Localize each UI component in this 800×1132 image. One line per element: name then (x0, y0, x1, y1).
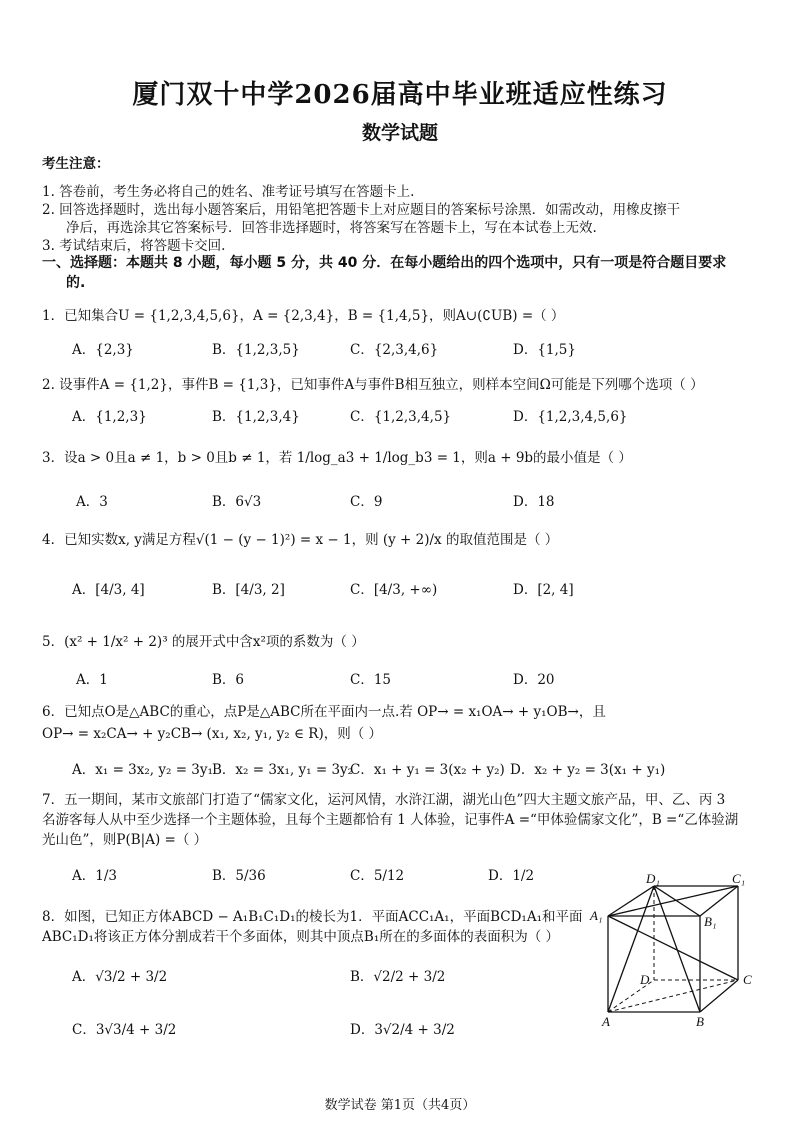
question-1-stem: 1．已知集合U = {1,2,3,4,5,6}，A = {2,3,4}，B = {1,4,5}，则A∪(∁UB) =（ ） (42, 308, 565, 324)
section-heading-cont: 的. (66, 275, 86, 291)
q3-option-b: B．6√3 (212, 494, 262, 510)
q4-option-d: D．[2, 4] (513, 582, 574, 598)
cube-label-b: B (696, 1014, 704, 1029)
q3-option-c: C．9 (350, 494, 383, 510)
q4-option-b: B．[4/3, 2] (212, 582, 285, 598)
q5-option-d: D．20 (513, 672, 555, 688)
cube-label-a: A (602, 1014, 610, 1029)
notice-item-1: 1. 答卷前，考生务必将自己的姓名、准考证号填写在答题卡上. (42, 184, 415, 200)
q5-option-b: B．6 (212, 672, 245, 688)
q2-option-b: B．{1,2,3,4} (212, 409, 300, 425)
question-6-stem-cont: OP→ = x₂CA→ + y₂CB→ (x₁, x₂, y₁, y₂ ∈ R)，则（ ） (42, 726, 382, 742)
q7-option-b: B．5/36 (212, 868, 266, 884)
q1-option-c: C．{2,3,4,6} (350, 342, 439, 358)
cube-label-b1: B₁ (704, 914, 717, 929)
cube-label-a1: A₁ (590, 908, 603, 923)
q8-option-a: A．√3/2 + 3/2 (72, 969, 168, 985)
q7-option-a: A．1/3 (72, 868, 117, 884)
q2-option-d: D．{1,2,3,4,5,6} (513, 409, 628, 425)
question-7-stem: 7．五一期间，某市文旅部门打造了“儒家文化，运河风情，水浒江湖，湖光山色”四大主题文旅产品，甲、乙、丙 3 (42, 792, 726, 808)
q1-option-a: A．{2,3} (72, 342, 134, 358)
q1-option-d: D．{1,5} (513, 342, 576, 358)
cube-label-d: D (640, 972, 650, 987)
q8-option-b: B．√2/2 + 3/2 (350, 969, 446, 985)
q4-option-a: A．[4/3, 4] (72, 582, 145, 598)
question-2-stem: 2. 设事件A = {1,2}，事件B = {1,3}，已知事件A与事件B相互独立，则样本空间Ω可能是下列哪个选项（ ） (42, 377, 704, 393)
section-heading: 一、选择题：本题共 8 小题，每小题 5 分，共 40 分．在每小题给出的四个选项中，只有一项是符合题目要求 (42, 255, 727, 271)
q7-option-d: D．1/2 (488, 868, 535, 884)
cube-label-c: C (743, 972, 752, 987)
q4-option-c: C．[4/3, +∞) (350, 582, 438, 598)
q8-option-c: C．3√3/4 + 3/2 (72, 1022, 177, 1038)
question-3-stem: 3．设a > 0且a ≠ 1，b > 0且b ≠ 1，若 1/log_a3 + 1/log_b3 = 1，则a + 9b的最小值是（ ） (42, 450, 632, 466)
q5-option-a: A．1 (76, 672, 108, 688)
notice-item-2-cont: 净后，再选涂其它答案标号．回答非选择题时，将答案写在答题卡上，写在本试卷上无效. (66, 220, 597, 236)
q2-option-a: A．{1,2,3} (72, 409, 147, 425)
cube-label-d1: D₁ (646, 872, 660, 886)
question-6-stem: 6．已知点O是△ABC的重心，点P是△ABC所在平面内一点.若 OP→ = x₁OA→ + y₁OB→，且 (42, 704, 606, 720)
notice-heading: 考生注意： (42, 156, 110, 172)
q6-option-c: C．x₁ + y₁ = 3(x₂ + y₂) (350, 762, 505, 778)
q7-option-c: C．5/12 (350, 868, 405, 884)
question-7-stem-cont: 名游客每人从中至少选择一个主题体验，且每个主题都恰有 1 人体验，记事件A =“甲体验儒家文化”，B =“乙体验湖 (42, 812, 739, 828)
q6-option-a: A．x₁ = 3x₂, y₂ = 3y₁ (72, 762, 213, 778)
q3-option-d: D．18 (513, 494, 555, 510)
q1-option-b: B．{1,2,3,5} (212, 342, 300, 358)
notice-item-3: 3. 考试结束后，将答题卡交回. (42, 238, 226, 254)
q2-option-c: C．{1,2,3,4,5} (350, 409, 452, 425)
page-footer: 数学试卷 第1页（共4页） (324, 1098, 476, 1113)
cube-figure (588, 872, 768, 1032)
cube-label-c1: C₁ (732, 872, 746, 886)
question-8-stem: 8．如图，已知正方体ABCD − A₁B₁C₁D₁的棱长为1．平面ACC₁A₁，平面BCD₁A₁和平面 (42, 909, 583, 925)
question-4-stem: 4．已知实数x, y满足方程√(1 − (y − 1)²) = x − 1，则 (y + 2)/x 的取值范围是（ ） (42, 532, 559, 548)
page-subtitle: 数学试题 (361, 122, 438, 144)
q6-option-d: D．x₂ + y₂ = 3(x₁ + y₁) (510, 762, 666, 778)
q6-option-b: B．x₂ = 3x₁, y₁ = 3y₂ (212, 762, 354, 778)
question-5-stem: 5．(x² + 1/x² + 2)³ 的展开式中含x²项的系数为（ ） (42, 634, 365, 650)
q3-option-a: A．3 (76, 494, 108, 510)
q8-option-d: D．3√2/4 + 3/2 (350, 1022, 455, 1038)
q5-option-c: C．15 (350, 672, 392, 688)
page-title: 厦门双十中学2026届高中毕业班适应性练习 (132, 80, 668, 110)
question-7-stem-cont2: 光山色”，则P(B|A) =（ ） (42, 832, 208, 848)
notice-item-2: 2. 回答选择题时，选出每小题答案后，用铅笔把答题卡上对应题目的答案标号涂黑．如需改动，用橡皮擦干 (42, 202, 681, 218)
question-8-stem-cont: ABC₁D₁将该正方体分割成若干个多面体，则其中顶点B₁所在的多面体的表面积为（ ） (42, 929, 560, 945)
